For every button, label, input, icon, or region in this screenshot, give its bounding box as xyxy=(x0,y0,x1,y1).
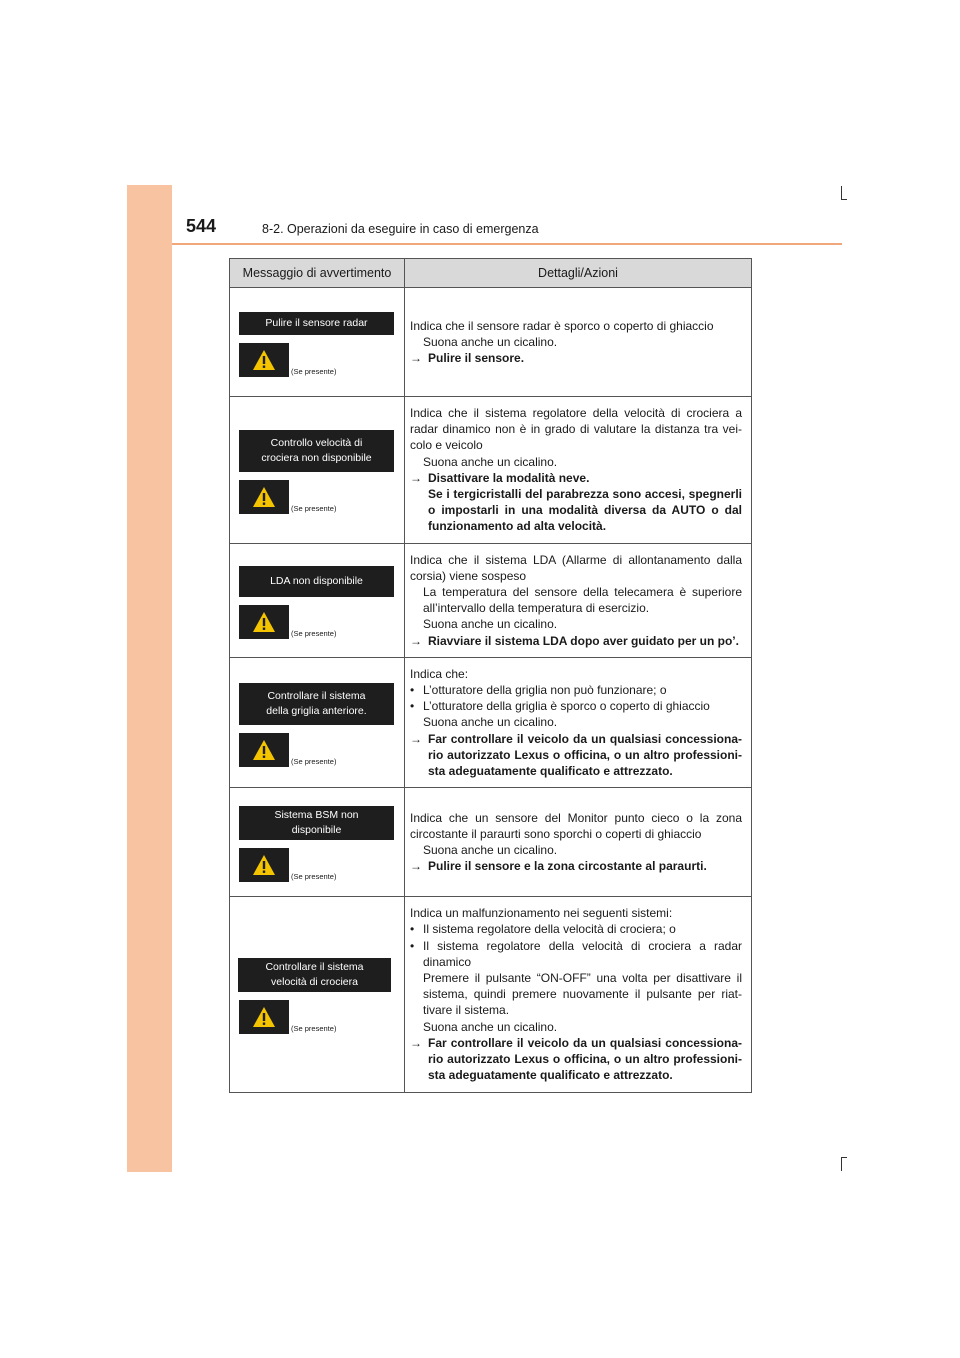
side-band xyxy=(127,185,172,1172)
arrow-right-icon: → xyxy=(410,731,422,746)
warning-triangle-icon xyxy=(239,733,289,767)
arrow-right-icon: → xyxy=(410,351,422,366)
detail-text: Suona anche un cicalino. xyxy=(423,454,558,469)
detail-text: Indica che il sensore radar è sporco o coperto di ghiaccio xyxy=(410,318,714,333)
warning-message-box: Controllo velocità di crociera non disponibile xyxy=(239,430,394,472)
column-header-message: Messaggio di avvertimento xyxy=(230,259,405,288)
arrow-right-icon: → xyxy=(410,1035,422,1050)
message-cell xyxy=(230,897,405,1092)
detail-text: Premere il pulsante “ON-OFF” una volta per disattivare il sistema, quindi premere nuovamente il pulsante per riat-tivare il sistema. xyxy=(423,971,742,1018)
warning-triangle-icon xyxy=(239,480,289,514)
table-row xyxy=(230,897,752,1092)
arrow-right-icon: → xyxy=(410,633,422,648)
column-header-details: Dettagli/Azioni xyxy=(405,259,752,288)
action-text: → Riavviare il sistema LDA dopo aver guidato per un po’. xyxy=(410,633,739,648)
bullet-item: • Il sistema regolatore della velocità di crociera a radar dinamico xyxy=(410,938,742,969)
action-text: → Pulire il sensore. xyxy=(410,351,525,366)
if-equipped-note: (Se presente) xyxy=(291,628,337,638)
if-equipped-note: (Se presente) xyxy=(291,1024,337,1034)
warning-table xyxy=(229,258,752,1093)
arrow-right-icon: → xyxy=(410,470,422,485)
bullet-item: • L’otturatore della griglia è sporco o coperto di ghiaccio xyxy=(410,699,710,714)
detail-text: Indica che un sensore del Monitor punto cieco o la zona circostante il paraurti sono sporchi o coperti di ghiaccio xyxy=(410,810,742,842)
bullet-icon: • xyxy=(410,699,415,714)
if-equipped-note: (Se presente) xyxy=(291,366,337,376)
detail-text: Suona anche un cicalino. xyxy=(423,617,558,632)
crop-mark-top xyxy=(841,186,842,200)
detail-text: Indica un malfunzionamento nei seguenti sistemi: xyxy=(410,906,673,921)
bullet-item: • L’otturatore della griglia non può funzionare; o xyxy=(410,683,667,698)
detail-text: Suona anche un cicalino. xyxy=(423,843,558,858)
action-text: → Far controllare il veicolo da un qualsiasi concessiona-rio autorizzato Lexus o officina, o un altro professioni-sta adeguatamente qualificato e attrezzato. xyxy=(410,731,742,779)
warning-triangle-icon xyxy=(239,343,289,377)
details-cell xyxy=(405,788,752,897)
table-row xyxy=(230,657,752,787)
table-row xyxy=(230,288,752,397)
detail-text: La temperatura del sensore della telecamera è superiore all’intervallo della temperatura di esercizio. xyxy=(423,585,742,616)
warning-message-box: Controllare il sistema della griglia anteriore. xyxy=(239,683,394,725)
message-cell xyxy=(230,543,405,657)
crop-mark-bottom xyxy=(841,1157,842,1171)
if-equipped-note: (Se presente) xyxy=(291,872,337,882)
table-row xyxy=(230,788,752,897)
table-header-row xyxy=(230,259,752,288)
details-cell xyxy=(405,288,752,397)
page-number: 544 xyxy=(186,216,217,236)
action-text: Se i tergicristalli del parabrezza sono accesi, spegnerli o impostarli in una modalità diversa da AUTO o dal funzionamento ad alta velocità. xyxy=(428,487,742,534)
message-cell xyxy=(230,397,405,544)
bullet-icon: • xyxy=(410,683,415,698)
detail-text: Indica che il sistema LDA (Allarme di allontanamento dalla corsia) viene sospeso xyxy=(410,552,742,583)
warning-message-box: Controllare il sistema velocità di crociera xyxy=(238,958,391,992)
table-row xyxy=(230,397,752,544)
details-cell xyxy=(405,657,752,787)
details-cell xyxy=(405,543,752,657)
if-equipped-note: (Se presente) xyxy=(291,503,337,513)
warning-message-box: Pulire il sensore radar xyxy=(239,312,394,335)
bullet-item: • Il sistema regolatore della velocità di crociera; o xyxy=(410,922,676,937)
message-cell xyxy=(230,288,405,397)
warning-triangle-icon xyxy=(239,1000,289,1034)
message-cell xyxy=(230,788,405,897)
bullet-icon: • xyxy=(410,938,415,953)
table-row xyxy=(230,543,752,657)
header-rule xyxy=(172,243,842,245)
detail-text: Suona anche un cicalino. xyxy=(423,1019,558,1034)
warning-triangle-icon xyxy=(239,605,289,639)
detail-text: Indica che il sistema regolatore della velocità di crociera a radar dinamico non è in grado di valutare la distanza tra vei-colo e veicolo xyxy=(410,406,742,453)
warning-message-box: Sistema BSM non disponibile xyxy=(239,806,394,840)
details-cell xyxy=(405,897,752,1092)
section-title: 8-2. Operazioni da eseguire in caso di emergenza xyxy=(262,222,539,236)
message-cell xyxy=(230,657,405,787)
detail-text: Suona anche un cicalino. xyxy=(423,334,558,349)
action-text: → Disattivare la modalità neve. xyxy=(410,470,590,485)
details-cell xyxy=(405,397,752,544)
bullet-icon: • xyxy=(410,922,415,937)
action-text: → Pulire il sensore e la zona circostante al paraurti. xyxy=(410,859,707,874)
detail-text: Suona anche un cicalino. xyxy=(423,715,558,730)
warning-message-box: LDA non disponibile xyxy=(239,566,394,597)
arrow-right-icon: → xyxy=(410,859,422,874)
if-equipped-note: (Se presente) xyxy=(291,756,337,766)
detail-text: Indica che: xyxy=(410,666,469,681)
action-text: → Far controllare il veicolo da un qualsiasi concessiona-rio autorizzato Lexus o officina, o un altro professioni-sta adeguatamente qualificato e attrezzato. xyxy=(410,1035,742,1083)
warning-triangle-icon xyxy=(239,848,289,882)
